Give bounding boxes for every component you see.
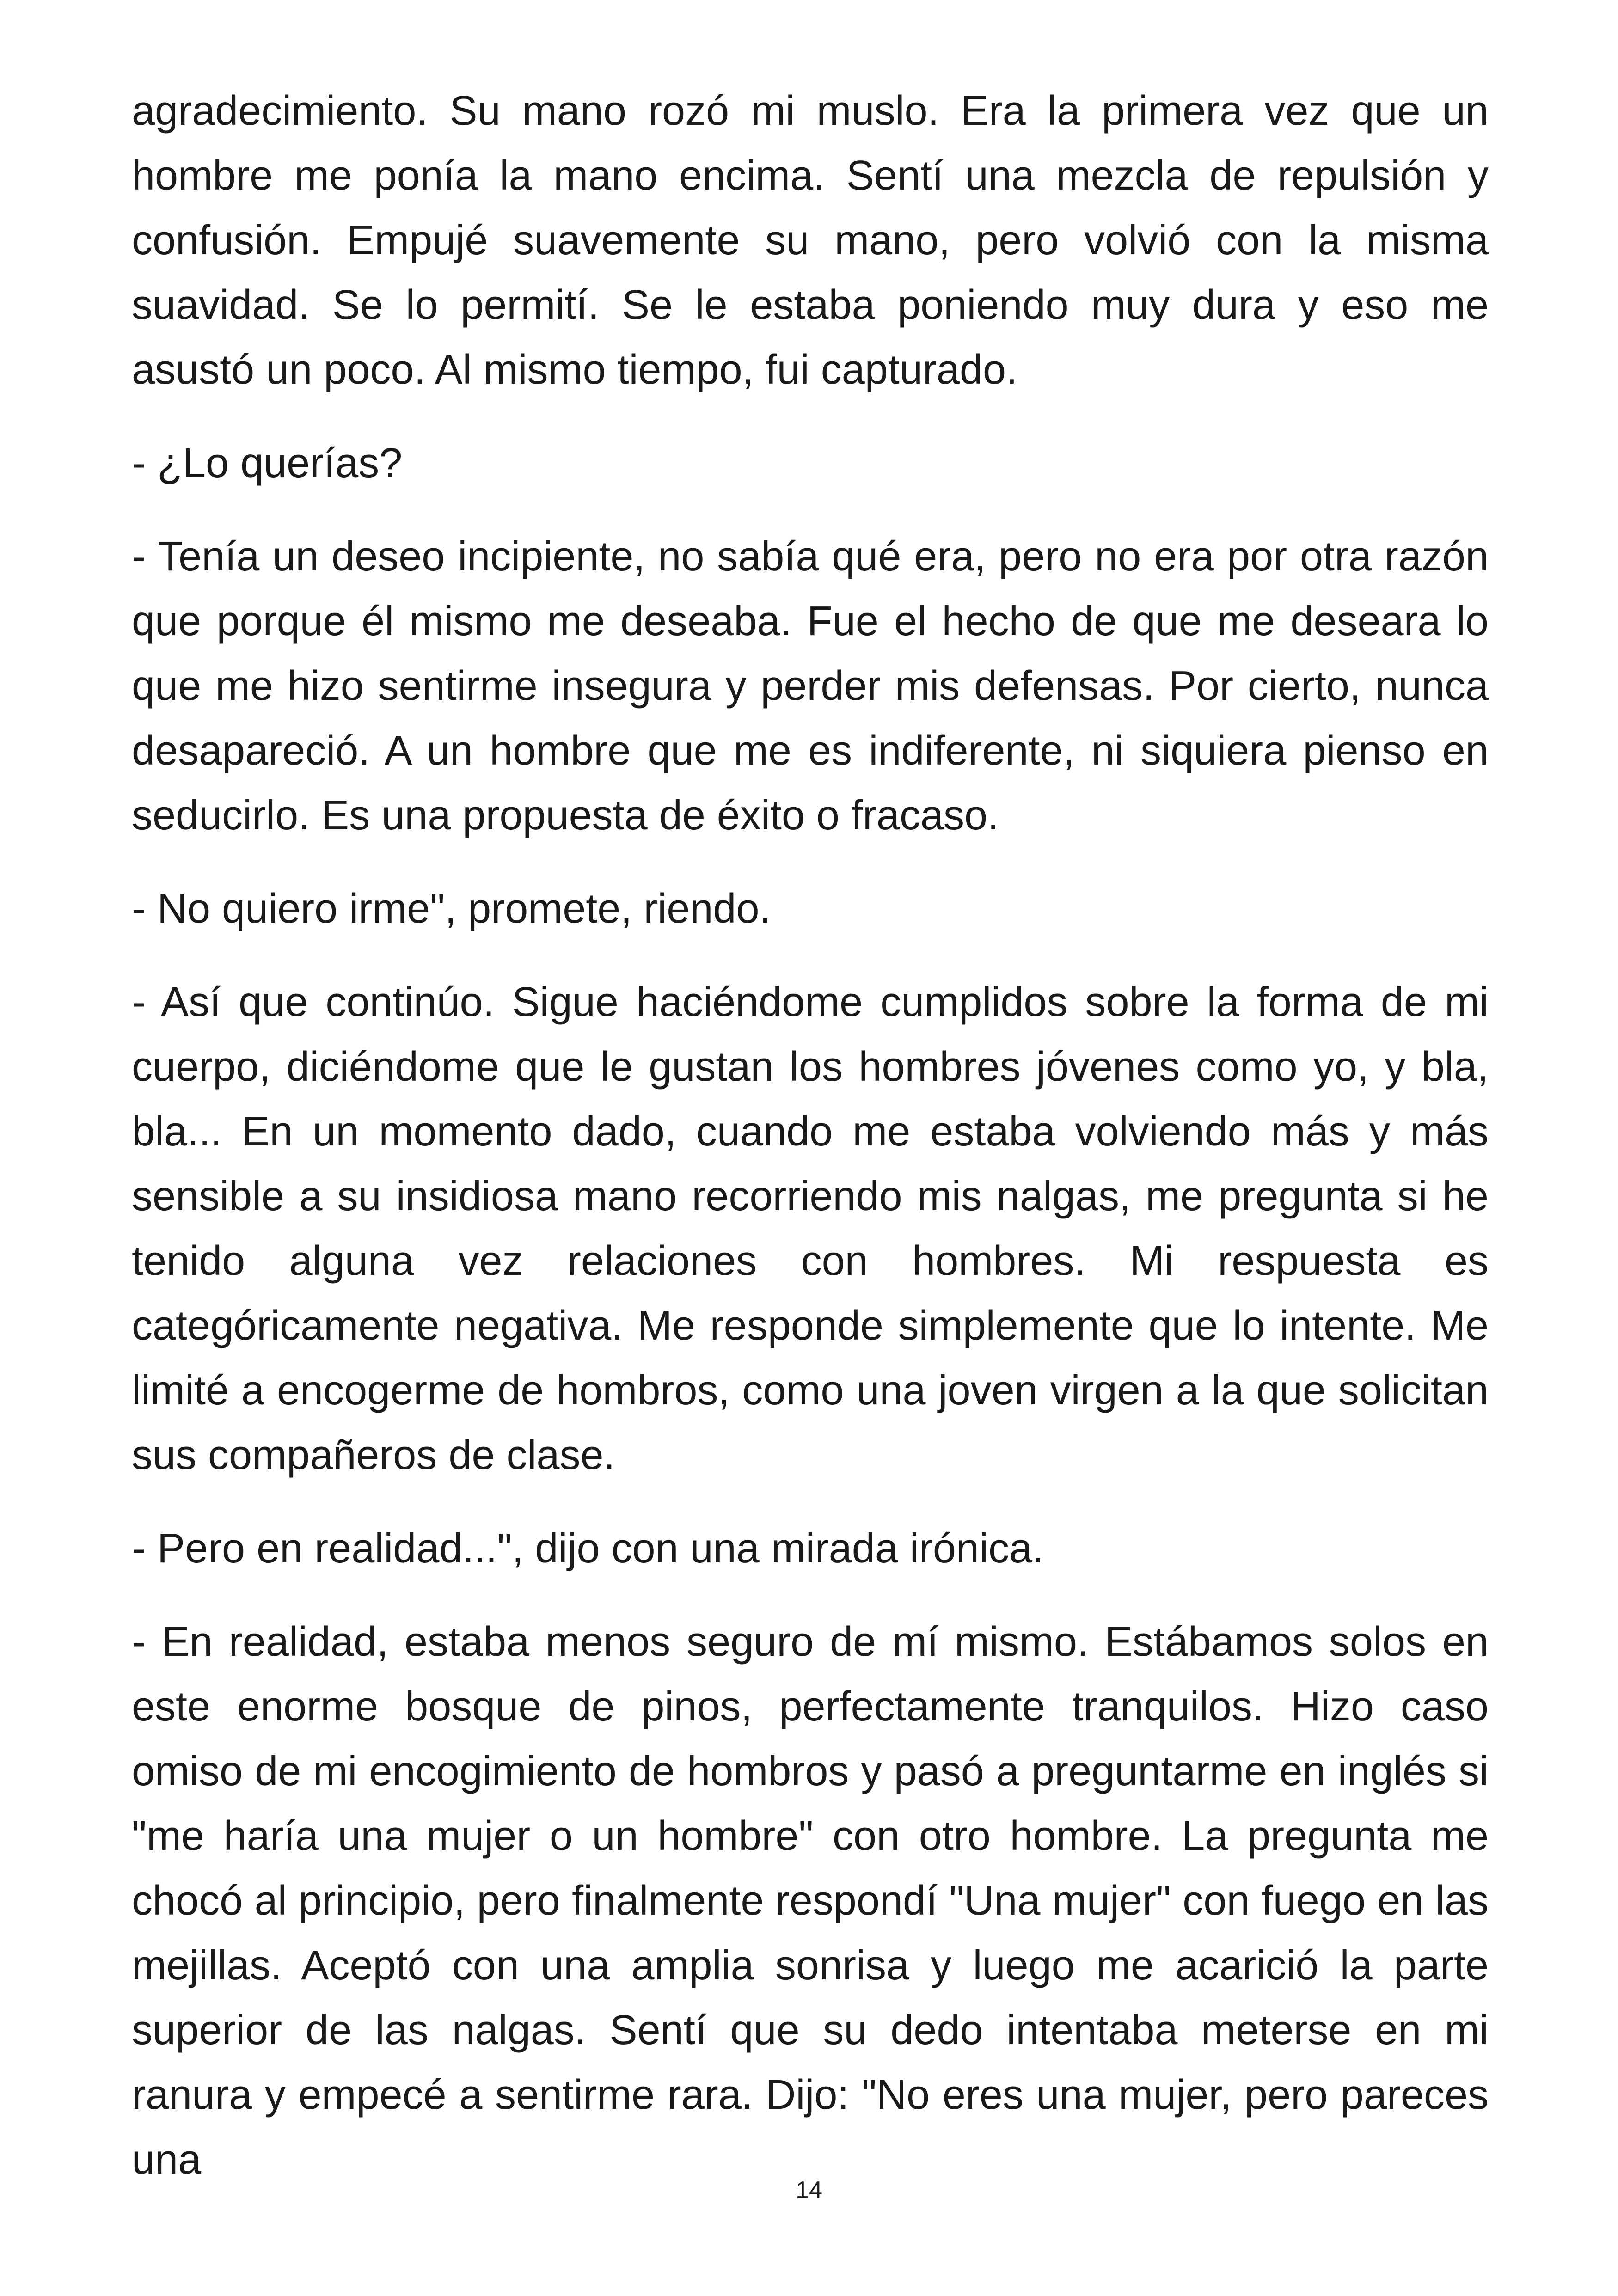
paragraph-6: - Pero en realidad...", dijo con una mirada irónica. xyxy=(132,1525,1044,1572)
paragraph-7: - En realidad, estaba menos seguro de mí mismo. Estábamos solos en este enorme bosque de pinos, perfectamente tranquilos. Hizo caso omiso de mi encogimiento de hombros y pasó a preguntarme en inglés si "me haría una mujer o un hombre" con otro hombre. La pregunta me chocó al principio, pero finalmente respondí "Una mujer" con fuego en las mejillas. Aceptó con una amplia sonrisa y luego me acarició la parte superior de las nalgas. Sentí que su dedo intentaba meterse en mi ranura y empecé a sentirme rara. Dijo: "No eres una mujer, pero pareces una xyxy=(132,1619,1489,2183)
paragraph-1: agradecimiento. Su mano rozó mi muslo. Era la primera vez que un hombre me ponía la mano encima. Sentí una mezcla de repulsión y confusión. Empujé suavemente su mano, pero volvió con la misma suavidad. Se lo permití. Se le estaba poniendo muy dura y eso me asustó un poco. Al mismo tiempo, fui capturado. xyxy=(132,88,1489,393)
paragraph-3: - Tenía un deseo incipiente, no sabía qué era, pero no era por otra razón que porque él mismo me deseaba. Fue el hecho de que me deseara lo que me hizo sentirme insegura y perder mis defensas. Por cierto, nunca desapareció. A un hombre que me es indiferente, ni siquiera pienso en seducirlo. Es una propuesta de éxito o fracaso. xyxy=(132,533,1489,839)
page-number: 14 xyxy=(796,2177,822,2204)
body-text xyxy=(132,79,1489,2221)
paragraph-2: - ¿Lo querías? xyxy=(132,440,403,486)
paragraph-5: - Así que continúo. Sigue haciéndome cumplidos sobre la forma de mi cuerpo, diciéndome que le gustan los hombres jóvenes como yo, y bla, bla... En un momento dado, cuando me estaba volviendo más y más sensible a su insidiosa mano recorriendo mis nalgas, me pregunta si he tenido alguna vez relaciones con hombres. Mi respuesta es categóricamente negativa. Me responde simplemente que lo intente. Me limité a encogerme de hombros, como una joven virgen a la que solicitan sus compañeros de clase. xyxy=(132,979,1489,1478)
paragraph-4: - No quiero irme", promete, riendo. xyxy=(132,886,771,932)
